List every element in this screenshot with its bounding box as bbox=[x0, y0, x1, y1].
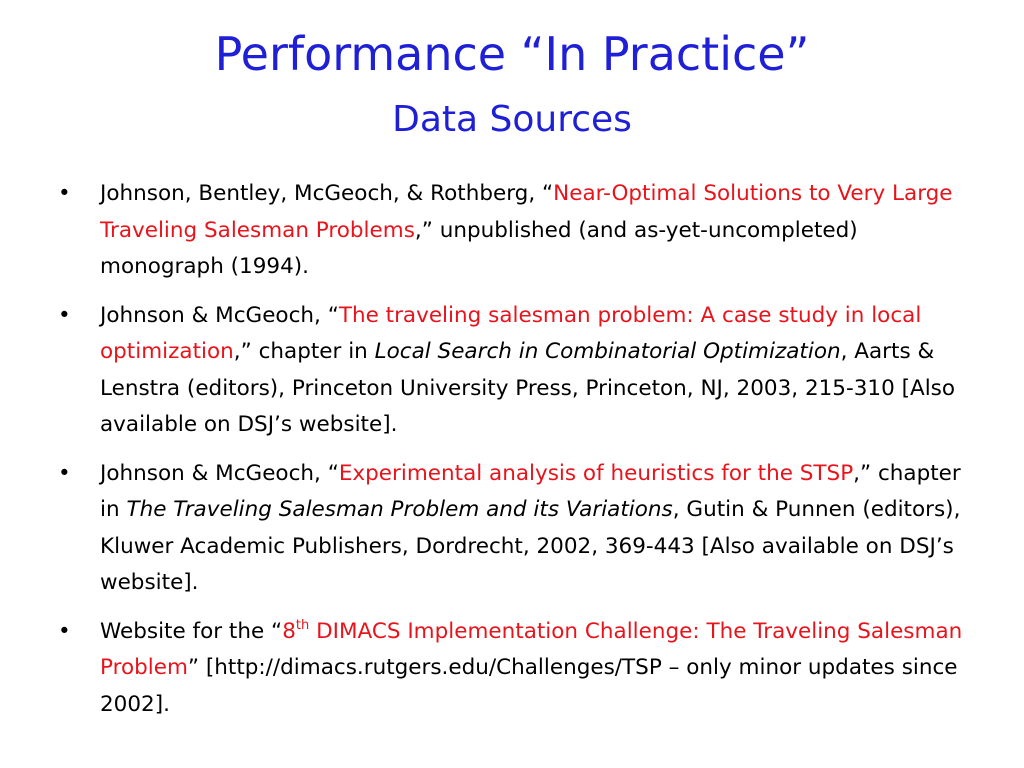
bullet-icon: • bbox=[58, 302, 71, 328]
bullet-icon: • bbox=[58, 460, 71, 486]
slide-title: Performance “In Practice” bbox=[214, 27, 810, 81]
reference-chapter-text: ,” chapter in bbox=[233, 339, 375, 364]
reference-details: ,” unpublished (and as-yet-uncompleted) monograph (1994). bbox=[100, 217, 858, 279]
slide-subtitle: Data Sources bbox=[392, 99, 632, 140]
reference-chapter-text: ,” chapter in bbox=[100, 460, 961, 522]
reference-details: , Gutin & Punnen (editors), Kluwer Academic Publishers, Dordrecht, 2002, 369-443 [Also available on DSJ’s website]. bbox=[100, 497, 961, 595]
bullet-icon: • bbox=[58, 181, 71, 206]
reference-title-number: 8 bbox=[282, 618, 296, 644]
reference-item bbox=[54, 176, 984, 286]
reference-list bbox=[54, 176, 984, 735]
reference-title-superscript: th bbox=[295, 617, 310, 633]
reference-details: ” [http://dimacs.rutgers.edu/Challenges/TSP – only minor updates since 2002]. bbox=[100, 655, 958, 717]
reference-item bbox=[54, 298, 984, 444]
reference-title: Experimental analysis of heuristics for the STSP bbox=[338, 460, 854, 486]
reference-authors: Johnson & McGeoch, “ bbox=[100, 460, 339, 486]
reference-lead: Website for the “ bbox=[100, 618, 283, 644]
reference-authors: Johnson, Bentley, McGeoch, & Rothberg, “ bbox=[100, 181, 554, 206]
reference-title: DIMACS Implementation Challenge: The Traveling Salesman Problem bbox=[100, 618, 963, 680]
reference-item bbox=[54, 614, 984, 724]
reference-title: The traveling salesman problem: A case study in local optimization bbox=[100, 302, 922, 364]
reference-authors: Johnson & McGeoch, “ bbox=[100, 302, 339, 328]
reference-item bbox=[54, 456, 984, 602]
reference-book-title: The Traveling Salesman Problem and its Variations bbox=[126, 497, 673, 522]
bullet-icon: • bbox=[58, 618, 71, 644]
reference-details: , Aarts & Lenstra (editors), Princeton University Press, Princeton, NJ, 2003, 215-310 [Also available on DSJ’s website]. bbox=[100, 339, 956, 437]
reference-title: Near-Optimal Solutions to Very Large Traveling Salesman Problems bbox=[100, 181, 953, 243]
reference-book-title: Local Search in Combinatorial Optimization bbox=[374, 339, 841, 364]
